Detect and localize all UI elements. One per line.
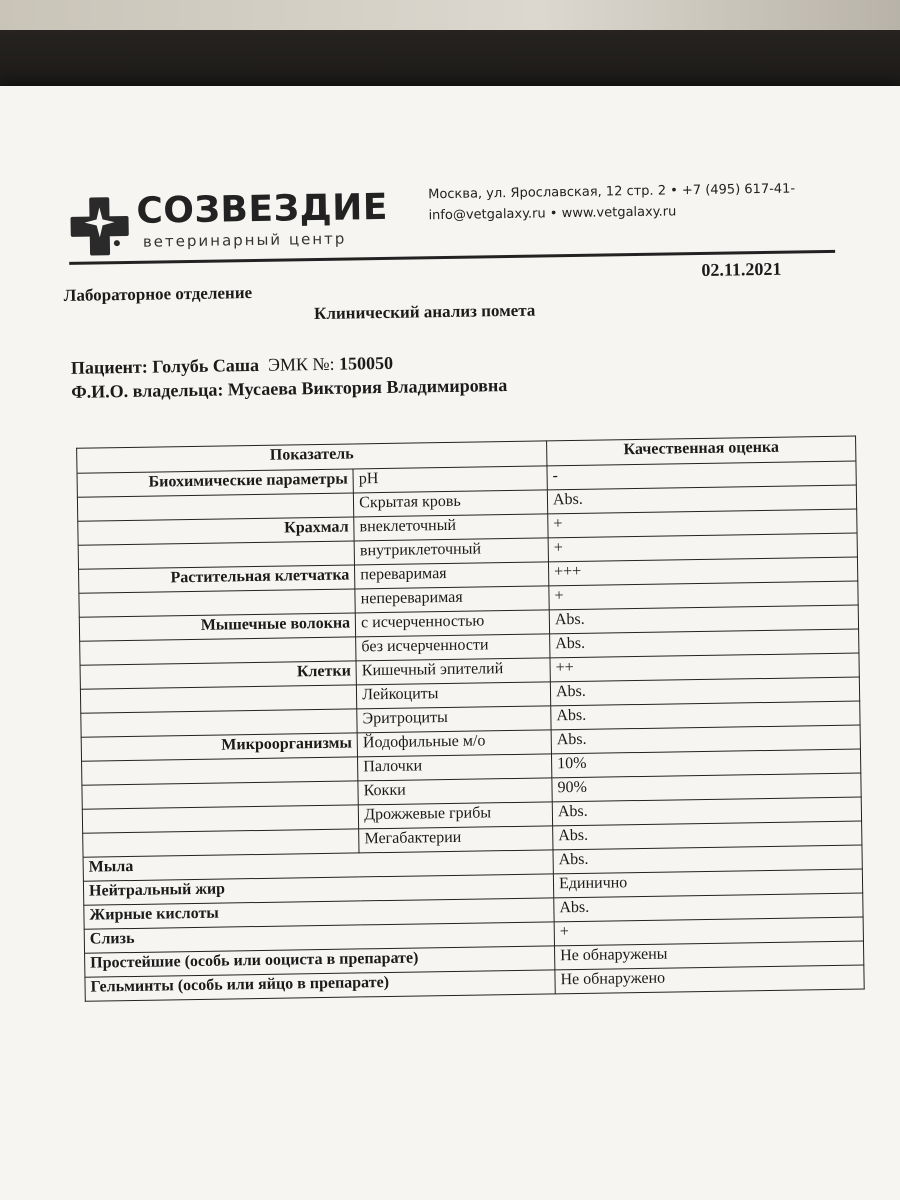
value-cell: ++ [550,653,859,682]
indicator-cell: Нейтральный жир [83,874,553,905]
value-cell: + [548,533,857,562]
clinic-name: СОЗВЕЗДИЕ [136,186,389,232]
value-cell: +++ [548,557,857,586]
indicator-cell: Слизь [84,922,554,953]
department-name: Лабораторное отделение [63,283,253,305]
clinic-address: Москва, ул. Ярославская, 12 стр. 2 • +7 (495) 617-41- [428,181,796,203]
indicator-cell: Мыла [83,850,553,881]
results-table [76,436,865,1002]
value-cell: Abs. [550,677,859,706]
parameter-cell: Скрытая кровь [354,490,548,517]
value-cell: Abs. [551,701,860,730]
clinic-contacts [428,178,796,226]
parameter-cell: Эритроциты [357,706,551,733]
background-surface [0,0,900,30]
value-cell: Abs. [547,485,856,514]
value-cell: 10% [551,749,860,778]
group-label-cell: Микроорганизмы [81,733,358,761]
header-assessment: Качественная оценка [547,436,856,466]
group-label-cell: Биохимические параметры [77,469,354,497]
report-title: Клинический анализ помета [313,300,536,324]
value-cell: Abs. [553,821,862,850]
clinic-subtitle: ветеринарный центр [142,229,347,251]
value-cell: Abs. [551,725,860,754]
patient-line [71,353,394,379]
parameter-cell: с исчерченностью [355,610,549,637]
group-label-cell: Растительная клетчатка [79,565,356,593]
parameter-cell: pH [353,466,547,493]
parameter-cell: внеклеточный [354,514,548,541]
parameter-cell: без исчерченности [356,634,550,661]
parameter-cell: непереваримая [355,586,549,613]
header-indicator: Показатель [77,441,547,473]
parameter-cell: внутриклеточный [354,538,548,565]
emk-number: 150050 [338,352,394,374]
parameter-cell: Дрожжевые грибы [358,802,552,829]
patient-name: Голубь Саша [152,354,260,377]
value-cell: Abs. [549,605,858,634]
indicator-cell: Жирные кислоты [84,898,554,929]
clinic-logo [68,185,389,260]
group-label-cell: Крахмал [78,517,355,545]
parameter-cell: Кишечный эпителий [356,658,550,685]
parameter-cell: Кокки [358,778,552,805]
medical-cross-star-icon [68,195,131,258]
indicator-cell: Простейшие (особь или ооциста в препарате) [85,946,555,977]
emk-label: ЭМК №: [267,353,335,375]
value-cell: + [548,509,857,538]
parameter-cell: переваримая [355,562,549,589]
parameter-cell: Йодофильные м/о [357,730,551,757]
value-cell: Не обнаружено [555,965,864,994]
value-cell: + [554,917,863,946]
value-cell: Abs. [550,629,859,658]
value-cell: Abs. [552,797,861,826]
value-cell: Abs. [554,893,863,922]
owner-label: Ф.И.О. владельца: [71,379,224,402]
owner-line [71,375,507,403]
value-cell: - [547,461,856,490]
owner-name: Мусаева Виктория Владимировна [227,375,508,400]
value-cell: Единично [553,869,862,898]
value-cell: + [549,581,858,610]
group-label-cell: Клетки [80,661,357,689]
patient-label: Пациент: [70,356,148,378]
indicator-cell: Гельминты (особь или яйцо в препарате) [85,970,555,1001]
report-content [62,174,852,996]
report-date: 02.11.2021 [701,258,782,280]
parameter-cell: Палочки [358,754,552,781]
lab-report-sheet [0,86,900,1200]
group-label-cell: Мышечные волокна [79,613,356,641]
value-cell: Не обнаружены [554,941,863,970]
parameter-cell: Лейкоциты [357,682,551,709]
value-cell: Abs. [553,845,862,874]
parameter-cell: Мегабактерии [359,826,553,853]
clinic-web: info@vetgalaxy.ru • www.vetgalaxy.ru [428,204,677,224]
value-cell: 90% [552,773,861,802]
